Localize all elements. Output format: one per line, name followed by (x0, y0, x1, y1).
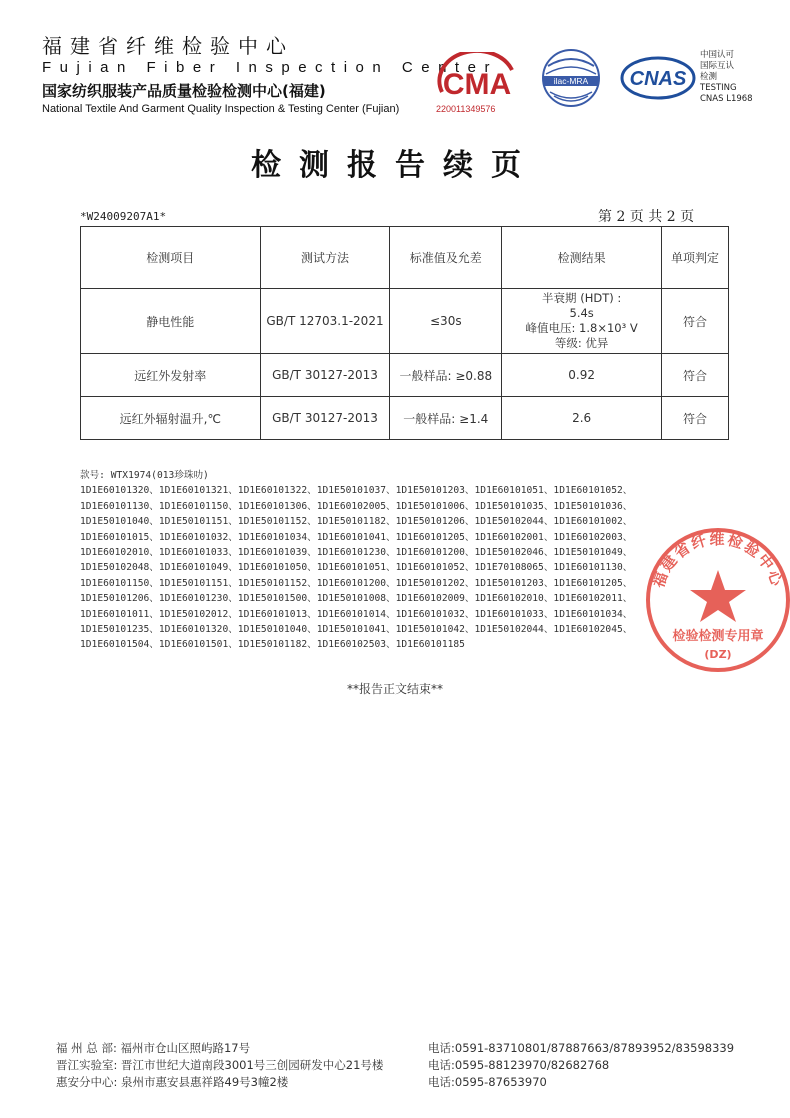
table-header-row (81, 227, 729, 289)
footer-row (56, 1074, 756, 1091)
col-header-method: 测试方法 (260, 227, 390, 289)
cell-result: 2.6 (502, 397, 662, 440)
result-line: 峰值电压: 1.8×10³ V (525, 321, 638, 335)
cell-result (502, 289, 662, 354)
cnas-logo-icon (618, 52, 698, 102)
official-seal-icon (640, 518, 790, 678)
footer-address: 晋江实验室: 晋江市世纪大道南段3001号三创园研发中心21号楼 (56, 1058, 384, 1072)
cell-method: GB/T 12703.1-2021 (260, 289, 390, 354)
result-line: 5.4s (569, 306, 594, 320)
result-line: 半衰期 (HDT) : (542, 291, 622, 305)
cnas-logo-text: CNAS (629, 68, 687, 90)
style-code-line: 1D1E60101015、1D1E60101032、1D1E60101034、1D1E60101041、1D1E60101205、1D1E60102001、1D1E60102003、 (80, 531, 633, 543)
cma-number: 220011349576 (436, 104, 496, 114)
cell-method: GB/T 30127-2013 (260, 354, 390, 397)
footer-row (56, 1057, 756, 1074)
table-row (81, 397, 729, 440)
cell-verdict: 符合 (662, 354, 729, 397)
cell-standard: ≤30s (390, 289, 502, 354)
ilac-mra-logo-icon (538, 46, 604, 110)
cnas-line: 中国认可 (700, 50, 735, 60)
style-label: 款号: WTX1974(013珍珠叻) (80, 470, 209, 481)
center-name-en: National Textile And Garment Quality Inspection & Testing Center (Fujian) (42, 103, 400, 115)
footer-phone: 电话:0591-83710801/87887663/87893952/83598339 (428, 1041, 735, 1055)
center-name-cn: 国家纺织服装产品质量检验检测中心(福建) (42, 82, 326, 100)
cnas-line: 国际互认 (700, 61, 735, 71)
footer-address: 惠安分中心: 泉州市惠安县惠祥路49号3幢2楼 (56, 1075, 289, 1089)
col-header-verdict: 单项判定 (662, 227, 729, 289)
style-code-line: 1D1E50101040、1D1E50101151、1D1E50101152、1D1E50101182、1D1E50101206、1D1E50102044、1D1E60101002、 (80, 516, 633, 528)
cnas-accreditation-text (700, 50, 753, 105)
style-code-line: 1D1E60101320、1D1E60101321、1D1E60101322、1D1E50101037、1D1E50101203、1D1E60101051、1D1E60101052、 (80, 485, 633, 497)
style-code-line: 1D1E60101150、1D1E50101151、1D1E50101152、1D1E60101200、1D1E50101202、1D1E50101203、1D1E60101205、 (80, 577, 633, 589)
cell-item: 静电性能 (81, 289, 261, 354)
footer-contacts (56, 1040, 756, 1091)
col-header-result: 检测结果 (502, 227, 662, 289)
seal-ring-text: 福建省纤维检验中心 (649, 530, 787, 591)
cell-standard: 一般样品: ≥0.88 (390, 354, 502, 397)
result-line: 等级: 优异 (554, 336, 609, 350)
style-numbers-block (80, 468, 730, 653)
style-code-line: 1D1E60101011、1D1E50102012、1D1E60101013、1D1E60101014、1D1E60101032、1D1E60101033、1D1E60101034、 (80, 608, 633, 620)
cell-verdict: 符合 (662, 397, 729, 440)
org-name-en: Fujian Fiber Inspection Center (42, 59, 498, 76)
report-end-mark: **报告正文结束** (346, 682, 443, 696)
cell-standard: 一般样品: ≥1.4 (390, 397, 502, 440)
cma-logo-text: CMA (442, 68, 512, 101)
cnas-line: 检测 (700, 72, 718, 82)
results-table (80, 226, 729, 440)
cell-result: 0.92 (502, 354, 662, 397)
table-row (81, 354, 729, 397)
footer-row (56, 1040, 756, 1057)
footer-phone: 电话:0595-87653970 (428, 1075, 547, 1089)
style-code-line: 1D1E50102048、1D1E60101049、1D1E60101050、1D1E60101051、1D1E60101052、1D1E70108065、1D1E60101130、 (80, 562, 633, 574)
style-code-line: 1D1E60102010、1D1E60101033、1D1E60101039、1D1E60101230、1D1E60101200、1D1E50102046、1D1E50101049、 (80, 547, 633, 559)
footer-phone: 电话:0595-88123970/82682768 (428, 1058, 610, 1072)
report-title: 检测报告续页 (251, 148, 539, 183)
seal-code: (DZ) (704, 648, 732, 661)
cell-method: GB/T 30127-2013 (260, 397, 390, 440)
cell-item: 远红外辐射温升,℃ (81, 397, 261, 440)
page-info: 第 2 页 共 2 页 (598, 209, 695, 225)
style-code-line: 1D1E60101504、1D1E60101501、1D1E50101182、1D1E60102503、1D1E60101185 (80, 639, 465, 651)
table-row (81, 289, 729, 354)
col-header-item: 检测项目 (81, 227, 261, 289)
footer-address: 福 州 总 部: 福州市仓山区照屿路17号 (56, 1041, 251, 1055)
cnas-line: TESTING (700, 83, 737, 93)
style-code-line: 1D1E50101235、1D1E60101320、1D1E50101040、1D1E50101041、1D1E50101042、1D1E50102044、1D1E60102045、 (80, 624, 633, 636)
col-header-standard: 标准值及允差 (390, 227, 502, 289)
org-name-cn: 福建省纤维检验中心 (42, 34, 294, 58)
cell-item: 远红外发射率 (81, 354, 261, 397)
cnas-line: CNAS L1968 (700, 94, 753, 104)
seal-center-text: 检验检测专用章 (672, 629, 764, 644)
ilac-logo-text: ilac-MRA (553, 76, 589, 86)
style-code-line: 1D1E50101206、1D1E60101230、1D1E50101500、1D1E50101008、1D1E60102009、1D1E60102010、1D1E60102011、 (80, 593, 633, 605)
cell-verdict: 符合 (662, 289, 729, 354)
report-number: *W24009207A1* (80, 210, 167, 223)
style-code-line: 1D1E60101130、1D1E60101150、1D1E60101306、1D1E60102005、1D1E50101006、1D1E50101035、1D1E50101036、 (80, 500, 633, 512)
